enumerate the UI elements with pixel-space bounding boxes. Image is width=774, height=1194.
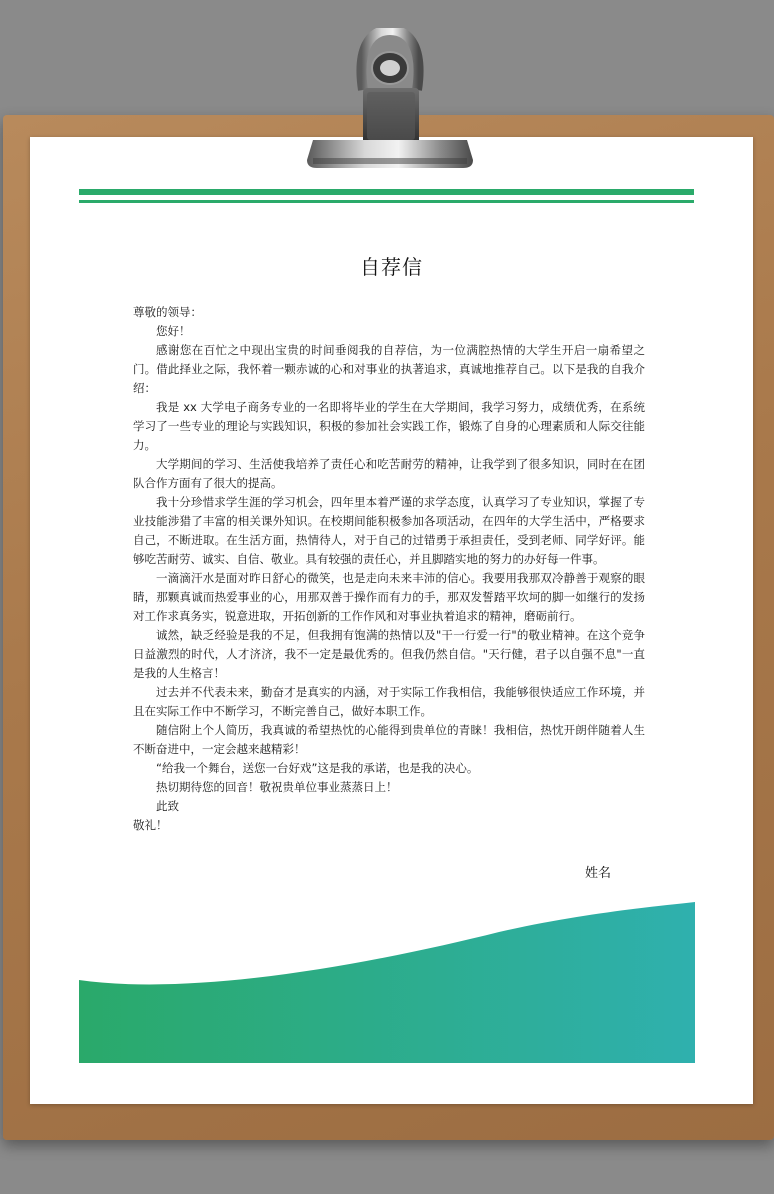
header-stripe-thin [79,200,694,203]
letter-paper [30,137,753,1104]
signature-name: 姓名 [585,866,612,881]
paragraph-5: 一滴滴汗水是面对昨日舒心的微笑，也是走向未来丰沛的信心。我要用我那双冷静善于观察的眼睛，那颗真诚而热爱事业的心，用那双善于操作而有力的手，那双发誓踏平坎坷的脚一如继行的发扬对工作求真务实，锐意进取，开拓创新的工作作风和对事业执着追求的精神，磨砺前行。 [133,571,645,623]
footer-wave [79,902,695,1063]
paragraph-7: 过去并不代表未来，勤奋才是真实的内涵，对于实际工作我相信，我能够很快适应工作环境，并且在实际工作中不断学习，不断完善自己，做好本职工作。 [133,685,645,718]
paragraph-10: 热切期待您的回音！敬祝贵单位事业蒸蒸日上！ [156,780,398,794]
paragraph-1: 感谢您在百忙之中现出宝贵的时间垂阅我的自荐信，为一位满腔热情的大学生开启一扇希望之门。借此择业之际，我怀着一颗赤诚的心和对事业的执著追求，真诚地推荐自己。以下是我的自我介绍： [133,343,645,395]
letter-title: 自荐信 [360,255,423,279]
letter-body [133,303,645,835]
paragraph-9: “给我一个舞台，送您一台好戏”这是我的承诺，也是我的决心。 [156,761,479,775]
paragraph-6: 诚然，缺乏经验是我的不足，但我拥有饱满的热情以及"干一行爱一行"的敬业精神。在这个竞争日益激烈的时代，人才济济，我不一定是最优秀的。但我仍然自信。"天行健，君子以自强不息"一直是我的人生格言！ [133,628,645,680]
paragraph-3: 大学期间的学习、生活使我培养了责任心和吃苦耐劳的精神，让我学到了很多知识，同时在在团队合作方面有了很大的提高。 [133,457,645,490]
closing-jingli: 敬礼！ [133,818,168,832]
closing-cizhi: 此致 [156,799,179,813]
paragraph-2: 我是 xx 大学电子商务专业的一名即将毕业的学生在大学期间，我学习努力，成绩优秀，在系统学习了一些专业的理论与实践知识，积极的参加社会实践工作，锻炼了自身的心理素质和人际交往能力。 [133,400,645,452]
binder-clip-icon [305,28,475,173]
header-stripe-thick [79,189,694,195]
salutation: 尊敬的领导： [133,305,202,319]
paragraph-8: 随信附上个人简历，我真诚的希望热忱的心能得到贵单位的青睐！我相信，热忱开朗伴随着人生不断奋进中，一定会越来越精彩！ [133,723,645,756]
greeting: 您好！ [156,324,191,338]
paragraph-4: 我十分珍惜求学生涯的学习机会，四年里本着严谨的求学态度，认真学习了专业知识，掌握了专业技能涉猎了丰富的相关课外知识。在校期间能积极参加各项活动，在四年的大学生活中，严格要求自己，不断进取。在生活方面，热情待人，对于自己的过错勇于承担责任，受到老师、同学好评。能够吃苦耐劳、诚实、自信、敬业。具有较强的责任心，并且脚踏实地的努力的办好每一件事。 [133,495,645,566]
